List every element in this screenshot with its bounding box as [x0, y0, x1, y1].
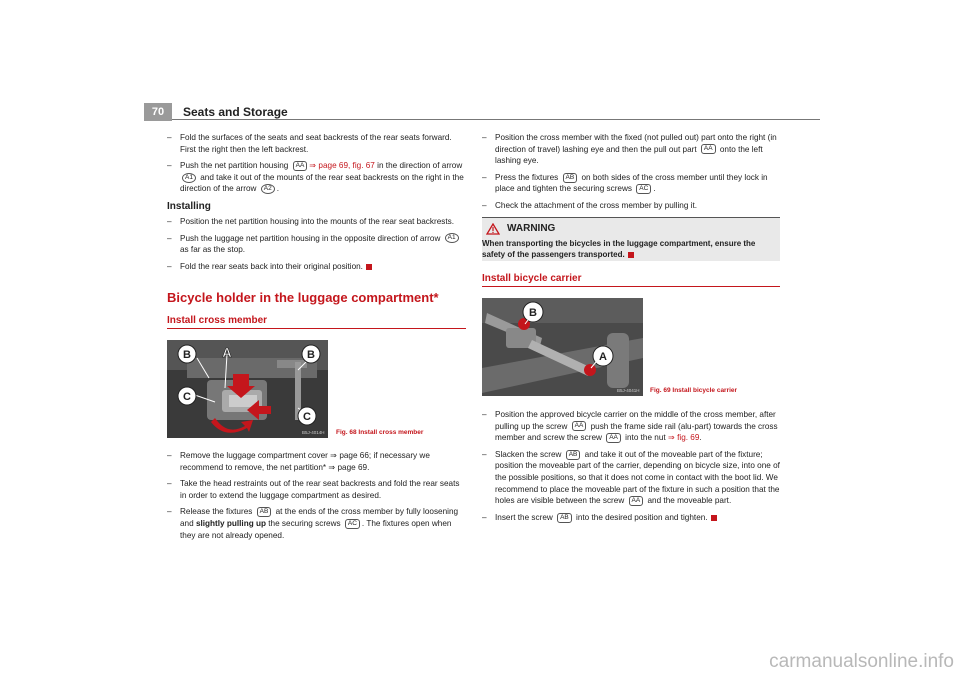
end-marker: [711, 515, 717, 521]
ref-badge: A1: [182, 173, 196, 183]
fig68-label-b2: B: [307, 349, 315, 361]
installing-list: [167, 216, 467, 277]
installing-heading: Installing: [167, 201, 211, 212]
ref-badge: AA: [629, 496, 644, 506]
page-number: 70: [144, 103, 172, 121]
list-item: – Release the fixtures AB at the ends of the cross member by fully loosening and slightly pulling up the securing screws AC . The fixtures open when they are not already opened.: [167, 507, 459, 540]
end-marker: [628, 252, 634, 258]
warning-text-block: [482, 238, 780, 260]
ref-badge: AC: [636, 184, 651, 194]
list-item: – Take the head restraints out of the rear seat backrests and fold the rear seats in order to extend the luggage compartment as desired.: [167, 479, 460, 500]
right-top-list: [482, 132, 782, 217]
fig69-label-b: B: [529, 307, 537, 319]
header-rule: [172, 119, 820, 120]
section-title: Seats and Storage: [183, 105, 288, 119]
list-item: – Position the cross member with the fixed (not pulled out) part onto the right (in direction of travel) lashing eye and then the pull out part AA onto the left lashing eye.: [482, 133, 777, 166]
sub-heading-bicycle-carrier: Install bicycle carrier: [482, 273, 582, 284]
fig68-code: B5J-4014H: [302, 430, 325, 435]
warning-title: WARNING: [507, 223, 556, 234]
fig69-code: B5J-4041H: [617, 388, 640, 393]
footer-watermark: carmanualsonline.info: [769, 651, 954, 672]
fig-link[interactable]: ⇒ fig. 69: [667, 433, 700, 443]
cross-member-steps: [167, 450, 467, 546]
ref-badge: A1: [445, 233, 459, 243]
ref-badge: AB: [566, 450, 581, 460]
list-item: – Push the net partition housing AA ⇒ page 69, fig. 67 in the direction of arrow A1 and take it out of the mounts of the rear seat backrests on the right in the direction of the arrow A2 .: [167, 161, 464, 194]
list-item: – Press the fixtures AB on both sides of the cross member until they lock in place and tighten the securing screws AC .: [482, 172, 768, 194]
fig69-label-a: A: [599, 351, 607, 363]
main-heading: Bicycle holder in the luggage compartment*: [167, 290, 439, 305]
list-item: – Insert the screw AB into the desired position and tighten.: [482, 512, 782, 524]
fig68-caption: Fig. 68 Install cross member: [336, 429, 424, 436]
fig68-image: [167, 340, 328, 438]
ref-badge: AB: [563, 173, 578, 183]
warning-text: When transporting the bicycles in the luggage compartment, ensure the safety of the passengers transported.: [482, 239, 756, 259]
ref-badge: AC: [345, 519, 360, 529]
list-item: – Remove the luggage compartment cover ⇒ page 66; if necessary we recommend to remove, the net partition* ⇒ page 69.: [167, 451, 430, 472]
ref-badge: AA: [572, 421, 587, 431]
list-item: – Fold the surfaces of the seats and seat backrests of the rear seats forward. First the right then the left backrest.: [167, 133, 452, 154]
list-item: – Check the attachment of the cross member by pulling it.: [482, 200, 698, 210]
ref-badge: AA: [701, 144, 716, 154]
ref-badge: A2: [261, 184, 275, 194]
ref-badge: AB: [257, 507, 272, 517]
left-top-list: [167, 132, 467, 200]
heading-rule: [167, 328, 466, 329]
page-link[interactable]: ⇒ page 69, fig. 67: [309, 161, 375, 171]
fig69-image: [482, 298, 643, 396]
bicycle-carrier-steps: [482, 409, 782, 528]
fig69-caption: Fig. 69 Install bicycle carrier: [650, 387, 738, 394]
heading-rule: [482, 286, 780, 287]
list-item: – Position the approved bicycle carrier on the middle of the cross member, after pulling up the screw AA push the frame side rail (alu-part) towards the cross member and screw the screw AA into the nut ⇒ fig. 69.: [482, 410, 778, 443]
fig68-label-b1: B: [183, 349, 191, 361]
fig68-label-a: A: [222, 345, 232, 360]
warning-rule: [482, 217, 780, 218]
ref-badge: AA: [293, 161, 308, 171]
fig68-label-c2: C: [303, 411, 311, 423]
fig68-label-c1: C: [183, 391, 191, 403]
list-item: – Push the luggage net partition housing in the opposite direction of arrow A1 as far as the stop.: [167, 233, 467, 256]
sub-heading-cross-member: Install cross member: [167, 315, 268, 326]
list-item: – Slacken the screw AB and take it out of the moveable part of the fixture; position the moveable part of the carrier, depending on bicycle size, into one of the possible positions, so that it does not come in contact with the boot lid. We recommend to place the moveable part of the fixture in such a position that the holes are visible between the screw AA and the moveable part.: [482, 449, 780, 506]
list-item: – Fold the rear seats back into their original position.: [167, 261, 467, 273]
end-marker: [366, 264, 372, 270]
ref-badge: AB: [557, 513, 572, 523]
ref-badge: AA: [606, 433, 621, 443]
list-item: – Position the net partition housing into the mounts of the rear seat backrests.: [167, 217, 454, 226]
